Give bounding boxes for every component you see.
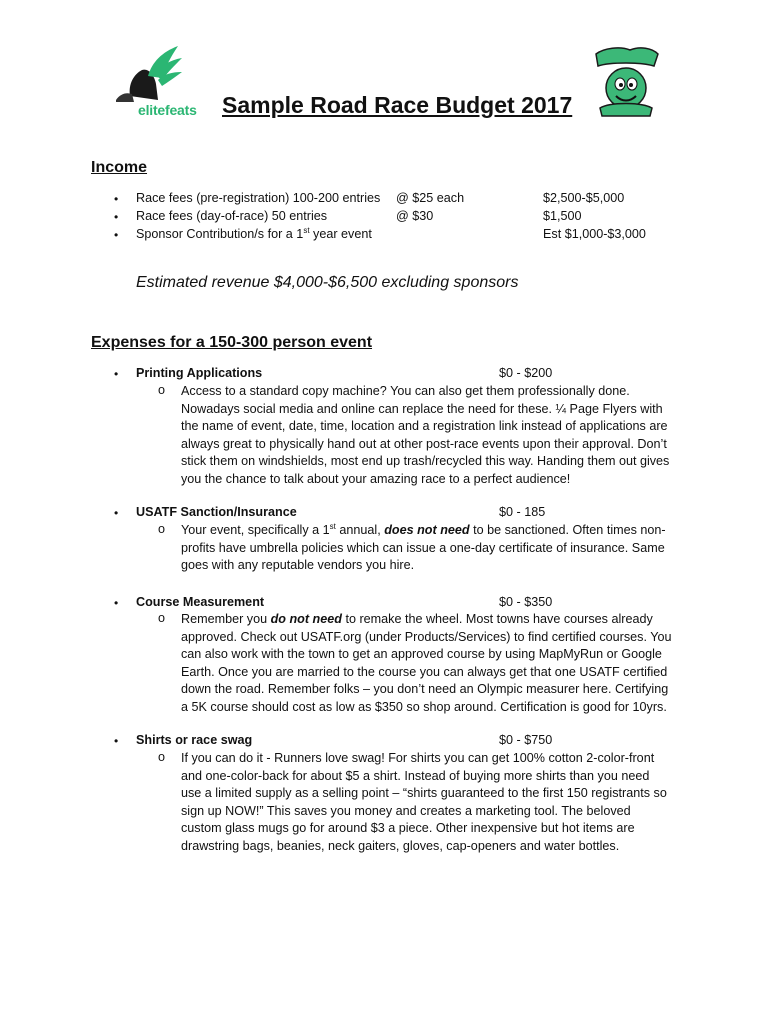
bullet-icon: • bbox=[114, 596, 119, 610]
race-mascot-icon bbox=[590, 44, 662, 118]
brand-name: elitefeats bbox=[138, 102, 197, 118]
sub-bullet-icon: o bbox=[158, 383, 166, 397]
bullet-icon: • bbox=[114, 506, 119, 520]
sub-bullet-icon: o bbox=[158, 522, 166, 536]
expense-cost: $0 - $350 bbox=[499, 595, 553, 609]
expense-cost: $0 - $750 bbox=[499, 733, 553, 747]
detail-line: always great to physically hand out at other post-race events upon their approval. Don’t bbox=[181, 436, 667, 451]
detail-line: Earth. Once you are married to the course you can always get that one USATF certified bbox=[181, 664, 668, 679]
detail-line: sign up NOW!” This saves you money and creates a marketing tool. The beloved bbox=[181, 803, 631, 818]
race-logo bbox=[590, 44, 662, 118]
bullet-icon: • bbox=[114, 192, 119, 206]
detail-line: and one-color-back for about $5 a shirt. Instead of buying more shirts than you need bbox=[181, 768, 650, 783]
income-desc: Sponsor Contribution/s for a 1st year event bbox=[136, 225, 372, 241]
expense-title: USATF Sanction/Insurance bbox=[136, 505, 297, 519]
income-amount: $2,500-$5,000 bbox=[543, 191, 625, 205]
expenses-heading: Expenses for a 150-300 person event bbox=[91, 334, 373, 351]
expense-title: Course Measurement bbox=[136, 595, 265, 609]
income-desc: Race fees (day-of-race) 50 entries bbox=[136, 209, 328, 223]
income-price: @ $25 each bbox=[396, 191, 465, 205]
bullet-icon: • bbox=[114, 734, 119, 748]
income-desc: Race fees (pre-registration) 100-200 entries bbox=[136, 191, 381, 205]
sub-bullet-icon: o bbox=[158, 611, 166, 625]
detail-line: a 5K course should cost as low as $350 so shop around. Certification is good for 10yrs. bbox=[181, 699, 667, 714]
detail-line: use a limited supply as a selling point – “shirts guaranteed to the first 150 registrants so bbox=[181, 786, 667, 800]
detail-line: profits have umbrella policies which can issue a one-day certificate of insurance. Same bbox=[181, 540, 665, 555]
detail-line: stick them on windshields, most end up trash/recycled this way. Handing them out gives bbox=[181, 454, 670, 468]
detail-line: approved. Check out USATF.org (under Products/Services) to find certified courses. You bbox=[181, 629, 672, 644]
detail-line: Nowadays social media and online can replace the need for these. ¼ Page Flyers with bbox=[181, 401, 663, 416]
detail-line: the name of event, date, time, location and a registration link instead of applications are bbox=[181, 419, 668, 433]
expense-title: Shirts or race swag bbox=[136, 733, 253, 747]
estimated-revenue: Estimated revenue $4,000-$6,500 excluding sponsors bbox=[136, 274, 519, 291]
bullet-icon: • bbox=[114, 228, 119, 242]
bullet-icon: • bbox=[114, 367, 119, 381]
detail-line: Your event, specifically a 1st annual, does not need to be sanctioned. Often times non- bbox=[181, 521, 666, 537]
elitefeats-logo bbox=[112, 44, 214, 120]
expense-cost: $0 - $200 bbox=[499, 366, 553, 380]
expense-details bbox=[181, 522, 666, 575]
sub-bullet-icon: o bbox=[158, 750, 166, 764]
bullet-icon: • bbox=[114, 210, 119, 224]
detail-line: Remember you do not need to remake the wheel. Most towns have courses already bbox=[181, 612, 653, 626]
detail-line: If you can do it - Runners love swag! For shirts you can get 100% cotton 2-color-front bbox=[181, 751, 655, 765]
income-amount: $1,500 bbox=[543, 209, 582, 223]
detail-line: down the road. Remember folks – you don’t need an Olympic measurer here. Certifying bbox=[181, 682, 669, 696]
page-title: Sample Road Race Budget 2017 bbox=[222, 92, 573, 118]
detail-line: drawstring bags, beanies, neck gaiters, gloves, cap-openers and water bottles. bbox=[181, 838, 620, 853]
detail-line: custom glass mugs go for around $3 a piece. Other inexpensive but hot items are bbox=[181, 821, 635, 835]
detail-line: can also work with the town to get an approved course by using MapMyRun or Google bbox=[181, 647, 662, 661]
income-heading: Income bbox=[91, 159, 148, 176]
income-amount: Est $1,000-$3,000 bbox=[543, 227, 646, 241]
expense-cost: $0 - 185 bbox=[499, 505, 546, 519]
income-price: @ $30 bbox=[396, 209, 434, 223]
winged-shoe-icon bbox=[112, 44, 214, 104]
detail-line: Access to a standard copy machine? You can also get them professionally done. bbox=[181, 384, 630, 398]
expense-details bbox=[181, 611, 671, 716]
expense-details bbox=[181, 750, 667, 855]
detail-line: goes with any reputable vendors you hire. bbox=[181, 558, 415, 572]
expense-title: Printing Applications bbox=[136, 366, 263, 380]
detail-line: you the chance to talk about your amazing race to a perfect audience! bbox=[181, 471, 571, 486]
expense-details bbox=[181, 383, 669, 488]
